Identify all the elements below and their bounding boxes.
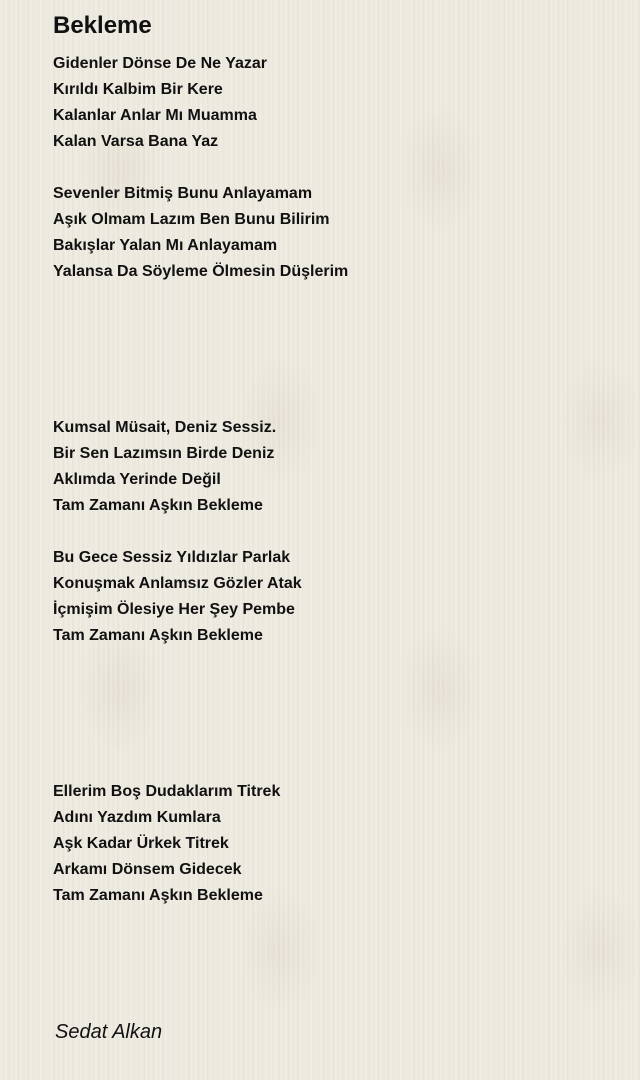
stanza-gap: [53, 285, 613, 415]
poem-line: Kumsal Müsait, Deniz Sessiz.: [53, 419, 277, 436]
stanza-1: [53, 51, 613, 155]
poem-line: Tam Zamanı Aşkın Bekleme: [53, 627, 263, 644]
poem-line: Kırıldı Kalbim Bir Kere: [53, 81, 223, 98]
poem-line: Gidenler Dönse De Ne Yazar: [53, 55, 268, 72]
poem-line: Aşk Kadar Ürkek Titrek: [53, 835, 229, 852]
stanza-gap: [53, 649, 613, 779]
stanza-5: [53, 779, 613, 909]
stanza-4: [53, 545, 613, 649]
poem-line: Aklımda Yerinde Değil: [53, 471, 221, 488]
poem-line: İçmişim Ölesiye Her Şey Pembe: [53, 601, 295, 618]
poem-line: Bakışlar Yalan Mı Anlayamam: [53, 237, 278, 254]
author-signature: Sedat Alkan: [55, 1021, 163, 1043]
poem-line: Konuşmak Anlamsız Gözler Atak: [53, 575, 302, 592]
poem-line: Kalanlar Anlar Mı Muamma: [53, 107, 257, 124]
stanza-3: [53, 415, 613, 519]
poem-line: Kalan Varsa Bana Yaz: [53, 133, 219, 150]
poem-line: Sevenler Bitmiş Bunu Anlayamam: [53, 185, 313, 202]
poem-line: Ellerim Boş Dudaklarım Titrek: [53, 783, 281, 800]
poem-line: Yalansa Da Söyleme Ölmesin Düşlerim: [53, 263, 349, 280]
poem-line: Aşık Olmam Lazım Ben Bunu Bilirim: [53, 211, 330, 228]
poem-line: Tam Zamanı Aşkın Bekleme: [53, 887, 263, 904]
poem-line: Adını Yazdım Kumlara: [53, 809, 221, 826]
poem-line: Bir Sen Lazımsın Birde Deniz: [53, 445, 275, 462]
poem-title: Bekleme: [53, 12, 152, 39]
poem-line: Tam Zamanı Aşkın Bekleme: [53, 497, 263, 514]
poem-line: Arkamı Dönsem Gidecek: [53, 861, 242, 878]
stanza-2: [53, 181, 613, 285]
poem-line: Bu Gece Sessiz Yıldızlar Parlak: [53, 549, 291, 566]
stanza-gap: [53, 155, 613, 181]
stanza-gap: [53, 519, 613, 545]
poem-body: [53, 51, 613, 909]
